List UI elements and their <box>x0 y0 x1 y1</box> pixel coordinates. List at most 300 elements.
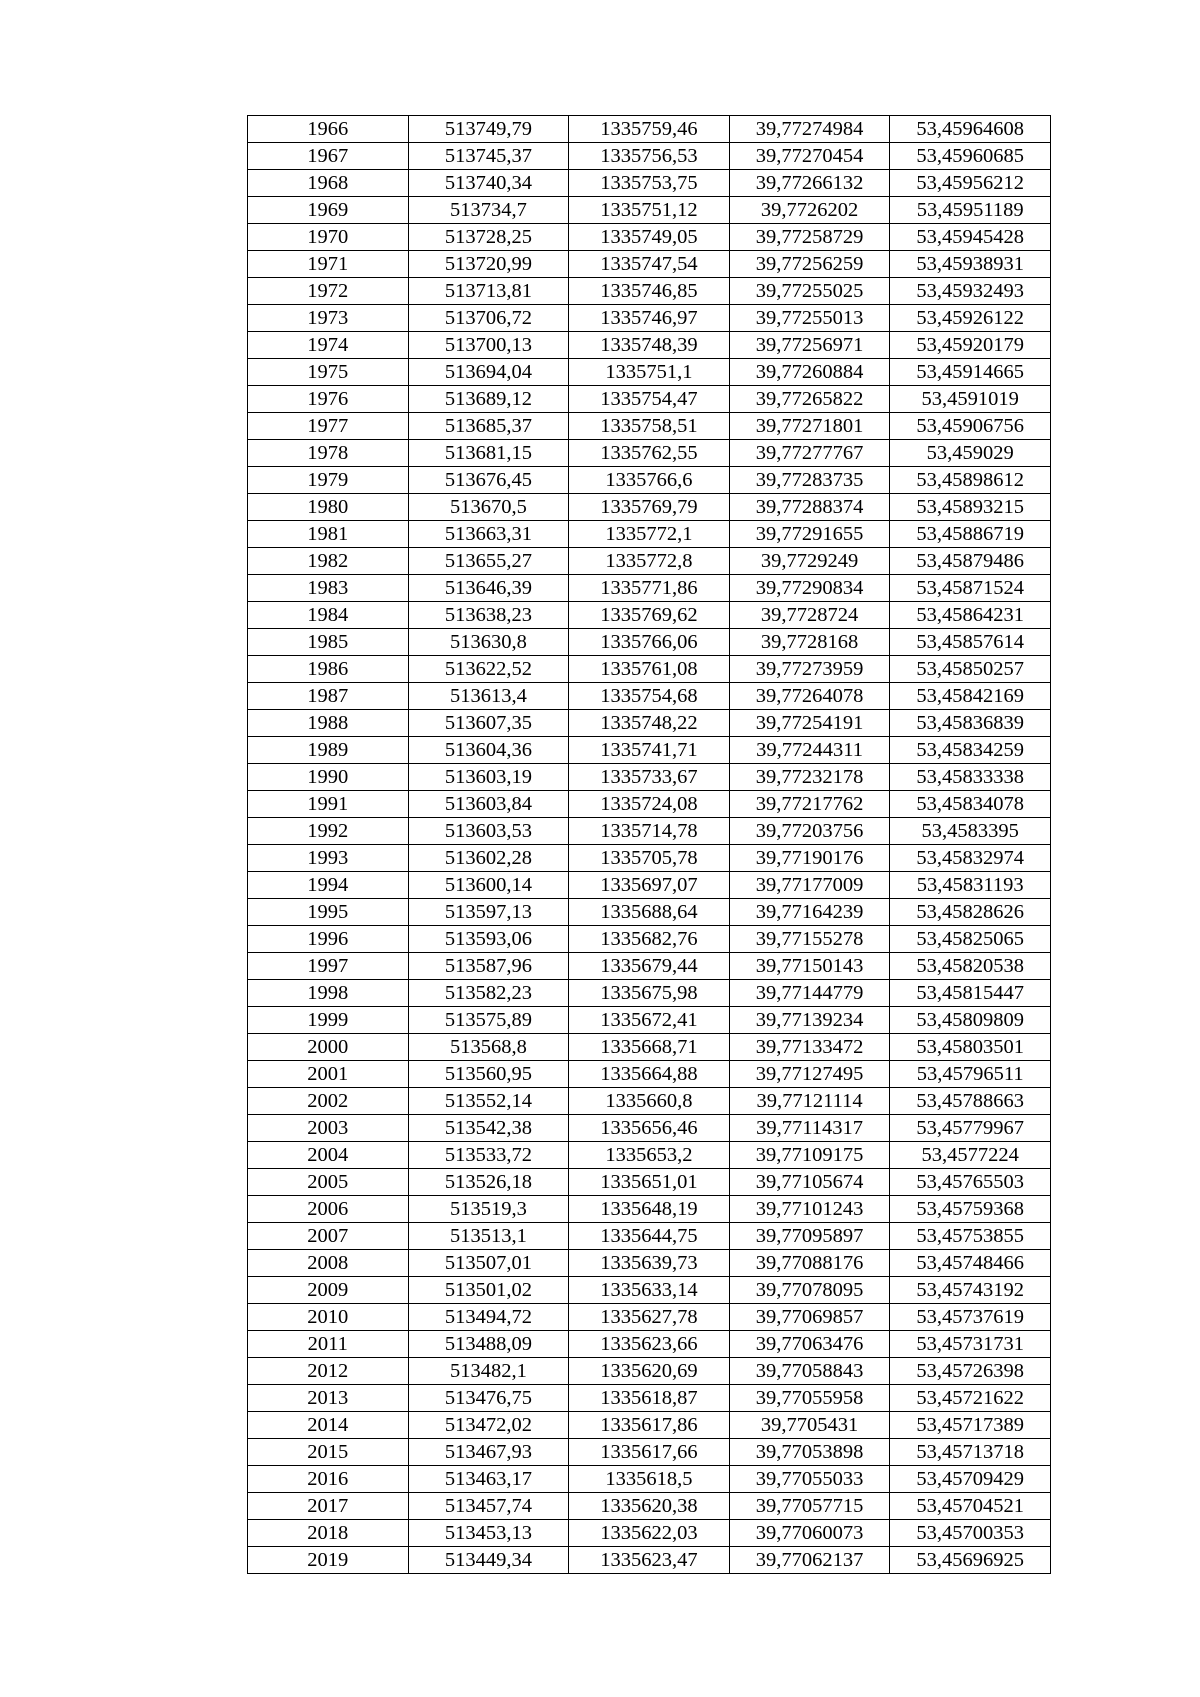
lon-cell: 53,45825065 <box>890 926 1051 953</box>
year-cell: 1972 <box>248 278 409 305</box>
table-row <box>248 953 1051 980</box>
lat-cell: 39,77264078 <box>729 683 890 710</box>
lon-cell: 53,45834078 <box>890 791 1051 818</box>
year-cell: 1983 <box>248 575 409 602</box>
x-cell: 513734,7 <box>408 197 569 224</box>
lon-cell: 53,45871524 <box>890 575 1051 602</box>
x-cell: 513507,01 <box>408 1250 569 1277</box>
x-cell: 513720,99 <box>408 251 569 278</box>
x-cell: 513602,28 <box>408 845 569 872</box>
lat-cell: 39,77133472 <box>729 1034 890 1061</box>
table-row <box>248 548 1051 575</box>
y-cell: 1335748,39 <box>569 332 730 359</box>
y-cell: 1335756,53 <box>569 143 730 170</box>
y-cell: 1335651,01 <box>569 1169 730 1196</box>
table-row <box>248 575 1051 602</box>
year-cell: 1968 <box>248 170 409 197</box>
y-cell: 1335751,1 <box>569 359 730 386</box>
lat-cell: 39,77217762 <box>729 791 890 818</box>
lon-cell: 53,4583395 <box>890 818 1051 845</box>
y-cell: 1335748,22 <box>569 710 730 737</box>
y-cell: 1335705,78 <box>569 845 730 872</box>
lon-cell: 53,45932493 <box>890 278 1051 305</box>
year-cell: 2018 <box>248 1520 409 1547</box>
lat-cell: 39,77164239 <box>729 899 890 926</box>
x-cell: 513706,72 <box>408 305 569 332</box>
lon-cell: 53,45864231 <box>890 602 1051 629</box>
year-cell: 2014 <box>248 1412 409 1439</box>
year-cell: 1982 <box>248 548 409 575</box>
year-cell: 1977 <box>248 413 409 440</box>
year-cell: 1997 <box>248 953 409 980</box>
table-row <box>248 629 1051 656</box>
lon-cell: 53,45879486 <box>890 548 1051 575</box>
lat-cell: 39,77266132 <box>729 170 890 197</box>
table-row <box>248 1520 1051 1547</box>
lon-cell: 53,45964608 <box>890 116 1051 143</box>
year-cell: 2006 <box>248 1196 409 1223</box>
lon-cell: 53,45820538 <box>890 953 1051 980</box>
lat-cell: 39,77058843 <box>729 1358 890 1385</box>
y-cell: 1335648,19 <box>569 1196 730 1223</box>
x-cell: 513488,09 <box>408 1331 569 1358</box>
y-cell: 1335772,1 <box>569 521 730 548</box>
lon-cell: 53,45717389 <box>890 1412 1051 1439</box>
lon-cell: 53,45731731 <box>890 1331 1051 1358</box>
table-row <box>248 1385 1051 1412</box>
lon-cell: 53,45700353 <box>890 1520 1051 1547</box>
y-cell: 1335714,78 <box>569 818 730 845</box>
lat-cell: 39,77055033 <box>729 1466 890 1493</box>
table-row <box>248 872 1051 899</box>
table-row <box>248 1304 1051 1331</box>
lat-cell: 39,77078095 <box>729 1277 890 1304</box>
lon-cell: 53,45850257 <box>890 656 1051 683</box>
lon-cell: 53,45809809 <box>890 1007 1051 1034</box>
lon-cell: 53,45803501 <box>890 1034 1051 1061</box>
year-cell: 1990 <box>248 764 409 791</box>
table-row <box>248 1439 1051 1466</box>
table-row <box>248 1007 1051 1034</box>
x-cell: 513519,3 <box>408 1196 569 1223</box>
y-cell: 1335747,54 <box>569 251 730 278</box>
lat-cell: 39,77139234 <box>729 1007 890 1034</box>
lat-cell: 39,77288374 <box>729 494 890 521</box>
lon-cell: 53,45832974 <box>890 845 1051 872</box>
x-cell: 513646,39 <box>408 575 569 602</box>
year-cell: 1989 <box>248 737 409 764</box>
x-cell: 513728,25 <box>408 224 569 251</box>
lon-cell: 53,45960685 <box>890 143 1051 170</box>
x-cell: 513604,36 <box>408 737 569 764</box>
lon-cell: 53,45815447 <box>890 980 1051 1007</box>
y-cell: 1335724,08 <box>569 791 730 818</box>
lat-cell: 39,77277767 <box>729 440 890 467</box>
lon-cell: 53,45920179 <box>890 332 1051 359</box>
year-cell: 1980 <box>248 494 409 521</box>
lon-cell: 53,45938931 <box>890 251 1051 278</box>
year-cell: 2007 <box>248 1223 409 1250</box>
x-cell: 513603,19 <box>408 764 569 791</box>
table-row <box>248 656 1051 683</box>
x-cell: 513655,27 <box>408 548 569 575</box>
table-row <box>248 926 1051 953</box>
y-cell: 1335660,8 <box>569 1088 730 1115</box>
year-cell: 1985 <box>248 629 409 656</box>
x-cell: 513582,23 <box>408 980 569 1007</box>
table-row <box>248 683 1051 710</box>
x-cell: 513694,04 <box>408 359 569 386</box>
lat-cell: 39,77254191 <box>729 710 890 737</box>
lon-cell: 53,45753855 <box>890 1223 1051 1250</box>
year-cell: 1994 <box>248 872 409 899</box>
y-cell: 1335633,14 <box>569 1277 730 1304</box>
y-cell: 1335639,73 <box>569 1250 730 1277</box>
table-row <box>248 1277 1051 1304</box>
year-cell: 2010 <box>248 1304 409 1331</box>
lon-cell: 53,45796511 <box>890 1061 1051 1088</box>
year-cell: 1970 <box>248 224 409 251</box>
table-row <box>248 251 1051 278</box>
year-cell: 2005 <box>248 1169 409 1196</box>
y-cell: 1335623,47 <box>569 1547 730 1574</box>
x-cell: 513745,37 <box>408 143 569 170</box>
y-cell: 1335664,88 <box>569 1061 730 1088</box>
x-cell: 513593,06 <box>408 926 569 953</box>
table-row <box>248 1088 1051 1115</box>
y-cell: 1335617,66 <box>569 1439 730 1466</box>
year-cell: 1966 <box>248 116 409 143</box>
year-cell: 1993 <box>248 845 409 872</box>
year-cell: 2015 <box>248 1439 409 1466</box>
y-cell: 1335746,85 <box>569 278 730 305</box>
table-row <box>248 143 1051 170</box>
lon-cell: 53,45893215 <box>890 494 1051 521</box>
y-cell: 1335771,86 <box>569 575 730 602</box>
x-cell: 513463,17 <box>408 1466 569 1493</box>
lat-cell: 39,77232178 <box>729 764 890 791</box>
x-cell: 513533,72 <box>408 1142 569 1169</box>
lat-cell: 39,77055958 <box>729 1385 890 1412</box>
table-row <box>248 1493 1051 1520</box>
table-row <box>248 305 1051 332</box>
lon-cell: 53,459029 <box>890 440 1051 467</box>
lon-cell: 53,45926122 <box>890 305 1051 332</box>
x-cell: 513603,53 <box>408 818 569 845</box>
table-row <box>248 1547 1051 1574</box>
table-row <box>248 1250 1051 1277</box>
lat-cell: 39,77088176 <box>729 1250 890 1277</box>
lon-cell: 53,45709429 <box>890 1466 1051 1493</box>
lat-cell: 39,77256971 <box>729 332 890 359</box>
x-cell: 513700,13 <box>408 332 569 359</box>
table-row <box>248 386 1051 413</box>
lat-cell: 39,77273959 <box>729 656 890 683</box>
lat-cell: 39,77260884 <box>729 359 890 386</box>
lon-cell: 53,4577224 <box>890 1142 1051 1169</box>
x-cell: 513749,79 <box>408 116 569 143</box>
table-row <box>248 845 1051 872</box>
year-cell: 2019 <box>248 1547 409 1574</box>
table-row <box>248 170 1051 197</box>
x-cell: 513685,37 <box>408 413 569 440</box>
x-cell: 513501,02 <box>408 1277 569 1304</box>
year-cell: 2003 <box>248 1115 409 1142</box>
year-cell: 1992 <box>248 818 409 845</box>
year-cell: 2016 <box>248 1466 409 1493</box>
lon-cell: 53,45788663 <box>890 1088 1051 1115</box>
y-cell: 1335682,76 <box>569 926 730 953</box>
y-cell: 1335622,03 <box>569 1520 730 1547</box>
table-row <box>248 440 1051 467</box>
x-cell: 513482,1 <box>408 1358 569 1385</box>
lon-cell: 53,45906756 <box>890 413 1051 440</box>
y-cell: 1335758,51 <box>569 413 730 440</box>
x-cell: 513689,12 <box>408 386 569 413</box>
year-cell: 2002 <box>248 1088 409 1115</box>
lon-cell: 53,45704521 <box>890 1493 1051 1520</box>
lat-cell: 39,77127495 <box>729 1061 890 1088</box>
x-cell: 513600,14 <box>408 872 569 899</box>
lon-cell: 53,45831193 <box>890 872 1051 899</box>
y-cell: 1335618,87 <box>569 1385 730 1412</box>
lat-cell: 39,77057715 <box>729 1493 890 1520</box>
y-cell: 1335679,44 <box>569 953 730 980</box>
table-row <box>248 764 1051 791</box>
x-cell: 513560,95 <box>408 1061 569 1088</box>
year-cell: 2004 <box>248 1142 409 1169</box>
table-row <box>248 737 1051 764</box>
lat-cell: 39,77109175 <box>729 1142 890 1169</box>
lon-cell: 53,45914665 <box>890 359 1051 386</box>
lon-cell: 53,45833338 <box>890 764 1051 791</box>
table-row <box>248 818 1051 845</box>
lat-cell: 39,77255025 <box>729 278 890 305</box>
year-cell: 1978 <box>248 440 409 467</box>
year-cell: 1984 <box>248 602 409 629</box>
year-cell: 1986 <box>248 656 409 683</box>
y-cell: 1335769,79 <box>569 494 730 521</box>
table-row <box>248 521 1051 548</box>
lon-cell: 53,45834259 <box>890 737 1051 764</box>
table-row <box>248 1196 1051 1223</box>
year-cell: 2013 <box>248 1385 409 1412</box>
lon-cell: 53,45828626 <box>890 899 1051 926</box>
y-cell: 1335733,67 <box>569 764 730 791</box>
table-row <box>248 1466 1051 1493</box>
lon-cell: 53,45836839 <box>890 710 1051 737</box>
y-cell: 1335766,6 <box>569 467 730 494</box>
coordinates-table <box>247 115 1051 1574</box>
x-cell: 513575,89 <box>408 1007 569 1034</box>
year-cell: 2017 <box>248 1493 409 1520</box>
year-cell: 1974 <box>248 332 409 359</box>
table-row <box>248 359 1051 386</box>
year-cell: 1973 <box>248 305 409 332</box>
x-cell: 513526,18 <box>408 1169 569 1196</box>
year-cell: 1988 <box>248 710 409 737</box>
y-cell: 1335668,71 <box>569 1034 730 1061</box>
lat-cell: 39,77060073 <box>729 1520 890 1547</box>
year-cell: 1998 <box>248 980 409 1007</box>
lat-cell: 39,7728168 <box>729 629 890 656</box>
lon-cell: 53,45898612 <box>890 467 1051 494</box>
lat-cell: 39,77255013 <box>729 305 890 332</box>
y-cell: 1335617,86 <box>569 1412 730 1439</box>
table-row <box>248 980 1051 1007</box>
year-cell: 1969 <box>248 197 409 224</box>
lat-cell: 39,77291655 <box>729 521 890 548</box>
y-cell: 1335761,08 <box>569 656 730 683</box>
x-cell: 513513,1 <box>408 1223 569 1250</box>
lon-cell: 53,45726398 <box>890 1358 1051 1385</box>
lon-cell: 53,45713718 <box>890 1439 1051 1466</box>
lon-cell: 53,45842169 <box>890 683 1051 710</box>
year-cell: 1999 <box>248 1007 409 1034</box>
y-cell: 1335751,12 <box>569 197 730 224</box>
lon-cell: 53,45857614 <box>890 629 1051 656</box>
y-cell: 1335620,38 <box>569 1493 730 1520</box>
y-cell: 1335697,07 <box>569 872 730 899</box>
table-row <box>248 197 1051 224</box>
lon-cell: 53,45748466 <box>890 1250 1051 1277</box>
lon-cell: 53,45743192 <box>890 1277 1051 1304</box>
lat-cell: 39,77283735 <box>729 467 890 494</box>
lat-cell: 39,77190176 <box>729 845 890 872</box>
lat-cell: 39,77114317 <box>729 1115 890 1142</box>
x-cell: 513552,14 <box>408 1088 569 1115</box>
x-cell: 513681,15 <box>408 440 569 467</box>
table-row <box>248 1169 1051 1196</box>
lon-cell: 53,45765503 <box>890 1169 1051 1196</box>
lat-cell: 39,77177009 <box>729 872 890 899</box>
y-cell: 1335754,68 <box>569 683 730 710</box>
lat-cell: 39,77069857 <box>729 1304 890 1331</box>
lon-cell: 53,45956212 <box>890 170 1051 197</box>
lon-cell: 53,45779967 <box>890 1115 1051 1142</box>
year-cell: 1996 <box>248 926 409 953</box>
lat-cell: 39,77101243 <box>729 1196 890 1223</box>
lat-cell: 39,77105674 <box>729 1169 890 1196</box>
table-row <box>248 494 1051 521</box>
year-cell: 1991 <box>248 791 409 818</box>
lat-cell: 39,77063476 <box>729 1331 890 1358</box>
y-cell: 1335746,97 <box>569 305 730 332</box>
lat-cell: 39,77155278 <box>729 926 890 953</box>
x-cell: 513568,8 <box>408 1034 569 1061</box>
x-cell: 513542,38 <box>408 1115 569 1142</box>
lat-cell: 39,77150143 <box>729 953 890 980</box>
lat-cell: 39,77095897 <box>729 1223 890 1250</box>
table-row <box>248 1115 1051 1142</box>
table-row <box>248 1223 1051 1250</box>
year-cell: 1979 <box>248 467 409 494</box>
x-cell: 513449,34 <box>408 1547 569 1574</box>
table-row <box>248 413 1051 440</box>
year-cell: 2009 <box>248 1277 409 1304</box>
year-cell: 1975 <box>248 359 409 386</box>
year-cell: 2001 <box>248 1061 409 1088</box>
y-cell: 1335766,06 <box>569 629 730 656</box>
y-cell: 1335620,69 <box>569 1358 730 1385</box>
x-cell: 513453,13 <box>408 1520 569 1547</box>
table-row <box>248 899 1051 926</box>
lat-cell: 39,77290834 <box>729 575 890 602</box>
x-cell: 513670,5 <box>408 494 569 521</box>
lon-cell: 53,45721622 <box>890 1385 1051 1412</box>
year-cell: 2012 <box>248 1358 409 1385</box>
y-cell: 1335672,41 <box>569 1007 730 1034</box>
lat-cell: 39,77144779 <box>729 980 890 1007</box>
lon-cell: 53,45886719 <box>890 521 1051 548</box>
table-row <box>248 1061 1051 1088</box>
year-cell: 2008 <box>248 1250 409 1277</box>
lat-cell: 39,77270454 <box>729 143 890 170</box>
lat-cell: 39,77121114 <box>729 1088 890 1115</box>
x-cell: 513638,23 <box>408 602 569 629</box>
year-cell: 1981 <box>248 521 409 548</box>
x-cell: 513630,8 <box>408 629 569 656</box>
y-cell: 1335623,66 <box>569 1331 730 1358</box>
y-cell: 1335754,47 <box>569 386 730 413</box>
table-row <box>248 1142 1051 1169</box>
year-cell: 1971 <box>248 251 409 278</box>
y-cell: 1335759,46 <box>569 116 730 143</box>
y-cell: 1335656,46 <box>569 1115 730 1142</box>
x-cell: 513597,13 <box>408 899 569 926</box>
lat-cell: 39,7705431 <box>729 1412 890 1439</box>
lat-cell: 39,77053898 <box>729 1439 890 1466</box>
y-cell: 1335762,55 <box>569 440 730 467</box>
table-row <box>248 224 1051 251</box>
lon-cell: 53,4591019 <box>890 386 1051 413</box>
lat-cell: 39,77062137 <box>729 1547 890 1574</box>
lat-cell: 39,77244311 <box>729 737 890 764</box>
lon-cell: 53,45696925 <box>890 1547 1051 1574</box>
x-cell: 513603,84 <box>408 791 569 818</box>
x-cell: 513613,4 <box>408 683 569 710</box>
x-cell: 513663,31 <box>408 521 569 548</box>
lat-cell: 39,77274984 <box>729 116 890 143</box>
x-cell: 513457,74 <box>408 1493 569 1520</box>
y-cell: 1335653,2 <box>569 1142 730 1169</box>
x-cell: 513622,52 <box>408 656 569 683</box>
y-cell: 1335688,64 <box>569 899 730 926</box>
table-row <box>248 278 1051 305</box>
lon-cell: 53,45945428 <box>890 224 1051 251</box>
lon-cell: 53,45951189 <box>890 197 1051 224</box>
x-cell: 513472,02 <box>408 1412 569 1439</box>
table-row <box>248 1034 1051 1061</box>
y-cell: 1335675,98 <box>569 980 730 1007</box>
year-cell: 1987 <box>248 683 409 710</box>
x-cell: 513676,45 <box>408 467 569 494</box>
year-cell: 1967 <box>248 143 409 170</box>
y-cell: 1335741,71 <box>569 737 730 764</box>
year-cell: 2000 <box>248 1034 409 1061</box>
year-cell: 1976 <box>248 386 409 413</box>
table-row <box>248 467 1051 494</box>
x-cell: 513607,35 <box>408 710 569 737</box>
lat-cell: 39,77256259 <box>729 251 890 278</box>
x-cell: 513740,34 <box>408 170 569 197</box>
y-cell: 1335753,75 <box>569 170 730 197</box>
lat-cell: 39,77258729 <box>729 224 890 251</box>
x-cell: 513494,72 <box>408 1304 569 1331</box>
table-body <box>248 116 1051 1574</box>
x-cell: 513713,81 <box>408 278 569 305</box>
year-cell: 2011 <box>248 1331 409 1358</box>
